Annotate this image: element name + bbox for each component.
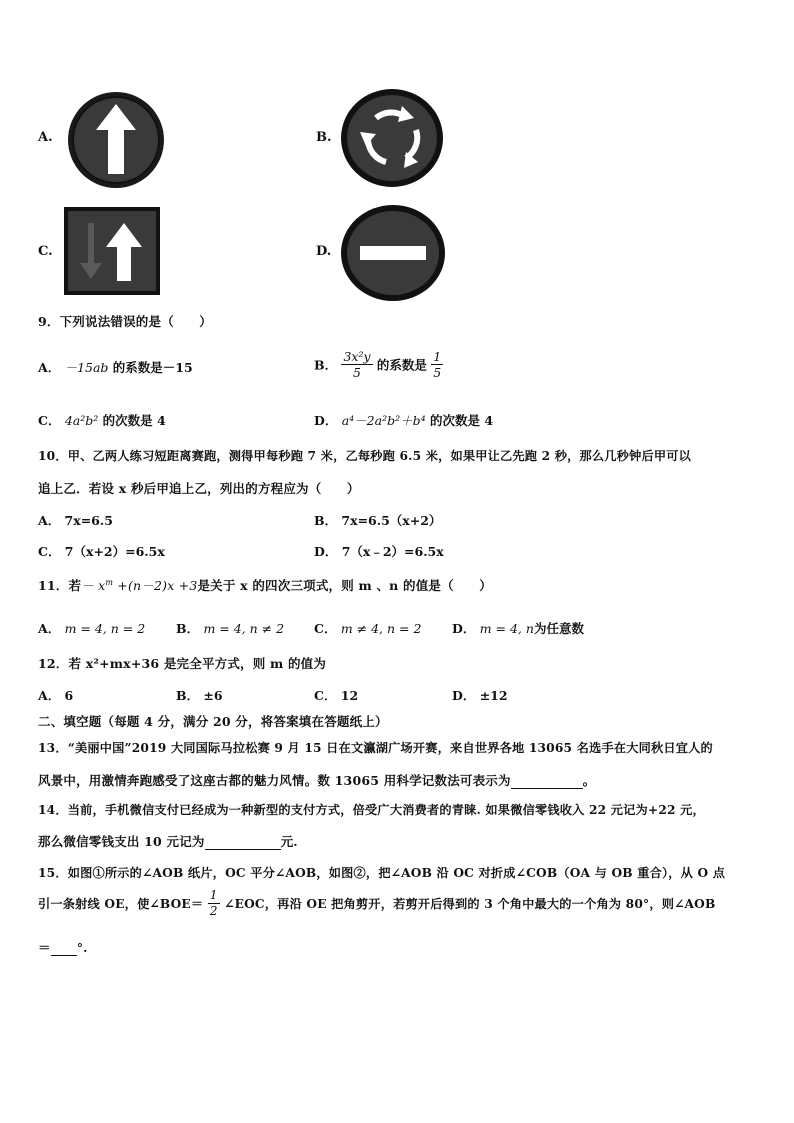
roundabout-circle-sign-icon <box>340 88 444 188</box>
q11-option-b <box>176 619 284 637</box>
q9-option-b-text: 的系数是 <box>376 357 427 373</box>
q9-option-d <box>314 411 493 429</box>
q15-line-3-end: °. <box>76 940 88 955</box>
q9-option-a-math: －15ab <box>64 360 109 375</box>
no-entry-circle-sign-icon <box>340 204 446 302</box>
q12-option-c: C． 12 <box>314 688 359 703</box>
q11-option-d-label: D． <box>452 621 476 636</box>
question-15-line-1: 15．如图①所示的∠AOB 纸片，OC 平分∠AOB，如图②，把∠AOB 沿 OC 对折成∠COB（OA 与 OB 重合），从 O 点 <box>38 866 726 880</box>
q11-option-c <box>314 619 421 637</box>
q14-line-2-text: 那么微信零钱支出 10 元记为 <box>38 834 205 849</box>
q10-option-a: A． 7x=6.5 <box>38 513 113 528</box>
question-9-stem: 9．下列说法错误的是（ ） <box>38 314 212 329</box>
q15-answer-blank[interactable] <box>51 940 77 956</box>
question-10-line-1: 10．甲、乙两人练习短距离赛跑，测得甲每秒跑 7 米，乙每秒跑 6.5 米，如果甲让乙先跑 2 秒，那么几秒钟后甲可以 <box>38 449 692 463</box>
q9-option-c-math: 4a²b² <box>64 413 99 428</box>
q9-option-a-text: 的系数是－15 <box>112 360 193 375</box>
q9-option-c <box>38 411 166 429</box>
q11-option-a <box>38 619 145 637</box>
q11-stem-exponent: m <box>105 577 114 587</box>
up-arrow-circle-sign-icon <box>66 90 166 190</box>
question-11-stem <box>38 576 492 594</box>
q15-fraction-numerator: 1 <box>209 888 218 902</box>
q9-option-b <box>314 349 443 380</box>
q9-option-b-denominator: 5 <box>353 365 361 380</box>
q10-option-d: D． 7（x﹣2）=6.5x <box>314 544 444 559</box>
question-14-line-2 <box>38 832 298 850</box>
q15-line-2-suffix: ∠EOC，再沿 OE 把角剪开，若剪开后得到的 3 个角中最大的一个角为 80°，则∠AOB <box>224 897 716 911</box>
option-d-label: D. <box>316 244 332 259</box>
q11-stem-math: － x <box>81 578 106 593</box>
q13-line-2-text: 风景中，用激情奔跑感受了这座古都的魅力风情。数 13065 用科学记数法可表示为 <box>38 773 511 788</box>
q9-option-d-text: 的次数是 4 <box>429 413 494 428</box>
q9-option-b-fraction <box>341 349 372 380</box>
q11-option-c-math: m ≠ 4, n = 2 <box>340 621 422 636</box>
q11-option-d-math: m = 4, n <box>479 621 534 636</box>
q15-fraction-denominator: 2 <box>209 904 218 918</box>
q9-option-c-text: 的次数是 4 <box>102 413 166 428</box>
question-13-line-1: 13．“美丽中国”2019 大同国际马拉松赛 9 月 15 日在文瀛湖广场开赛，来自世界各地 13065 名选手在大同秋日宜人的 <box>38 741 713 755</box>
q11-option-a-label: A． <box>38 621 61 636</box>
q15-fraction <box>208 888 220 919</box>
q9-option-c-label: C． <box>38 413 61 428</box>
q10-option-b: B． 7x=6.5（x+2） <box>314 513 442 528</box>
q9-option-b-numerator: 3x²y <box>343 349 371 364</box>
question-12-stem: 12．若 x²+mx+36 是完全平方式，则 m 的值为 <box>38 656 327 671</box>
q12-option-d: D． ±12 <box>452 688 508 703</box>
option-b-label: B. <box>316 130 332 145</box>
section-2-title: 二、填空题（每题 4 分，满分 20 分，将答案填在答题纸上） <box>38 714 388 729</box>
q12-option-b: B． ±6 <box>176 688 223 703</box>
q13-line-2-end: 。 <box>582 773 596 788</box>
question-10-line-2: 追上乙．若设 x 秒后甲追上乙，列出的方程应为（ ） <box>38 481 360 496</box>
q11-option-c-label: C． <box>314 621 337 636</box>
option-c-label: C. <box>38 244 53 259</box>
q15-line-2-prefix: 引一条射线 OE，使∠BOE＝ <box>38 897 204 911</box>
question-13-line-2 <box>38 771 595 789</box>
q9-option-d-label: D． <box>314 413 338 428</box>
q9-option-a-label: A． <box>38 360 61 375</box>
q11-stem-math-2: +(n－2)x +3 <box>113 578 198 593</box>
q10-option-c: C． 7（x+2）=6.5x <box>38 544 165 559</box>
q9-option-a <box>38 358 193 376</box>
q11-option-b-label: B． <box>176 621 200 636</box>
q13-answer-blank[interactable] <box>511 773 583 789</box>
q11-stem-prefix: 11．若 <box>38 578 82 593</box>
q9-option-b-label: B． <box>314 357 338 373</box>
q15-line-3-prefix: ＝ <box>38 940 51 955</box>
q9-option-b-denominator-2: 5 <box>433 365 442 380</box>
question-15-line-3 <box>38 938 88 956</box>
up-arrow-square-sign-icon <box>64 207 160 295</box>
q11-stem-suffix: 是关于 x 的四次三项式，则 m 、n 的值是（ ） <box>197 578 492 593</box>
q9-option-d-math: a⁴－2a²b²＋b⁴ <box>341 413 426 428</box>
q9-option-b-fraction-2 <box>431 349 443 380</box>
q11-option-a-math: m = 4, n = 2 <box>64 621 146 636</box>
option-a-label: A. <box>38 130 53 145</box>
q11-option-d-text: 为任意数 <box>533 621 584 636</box>
q11-option-d <box>452 619 584 637</box>
q14-answer-blank[interactable] <box>205 834 281 850</box>
q11-option-b-math: m = 4, n ≠ 2 <box>203 621 285 636</box>
q14-line-2-end: 元. <box>280 834 298 849</box>
question-14-line-1: 14．当前，手机微信支付已经成为一种新型的支付方式，倍受广大消费者的青睐. 如果微信零钱收入 22 元记为+22 元， <box>38 803 705 817</box>
q9-option-b-numerator-2: 1 <box>433 349 442 364</box>
q12-option-a: A． 6 <box>38 688 74 703</box>
question-15-line-2 <box>38 888 716 919</box>
